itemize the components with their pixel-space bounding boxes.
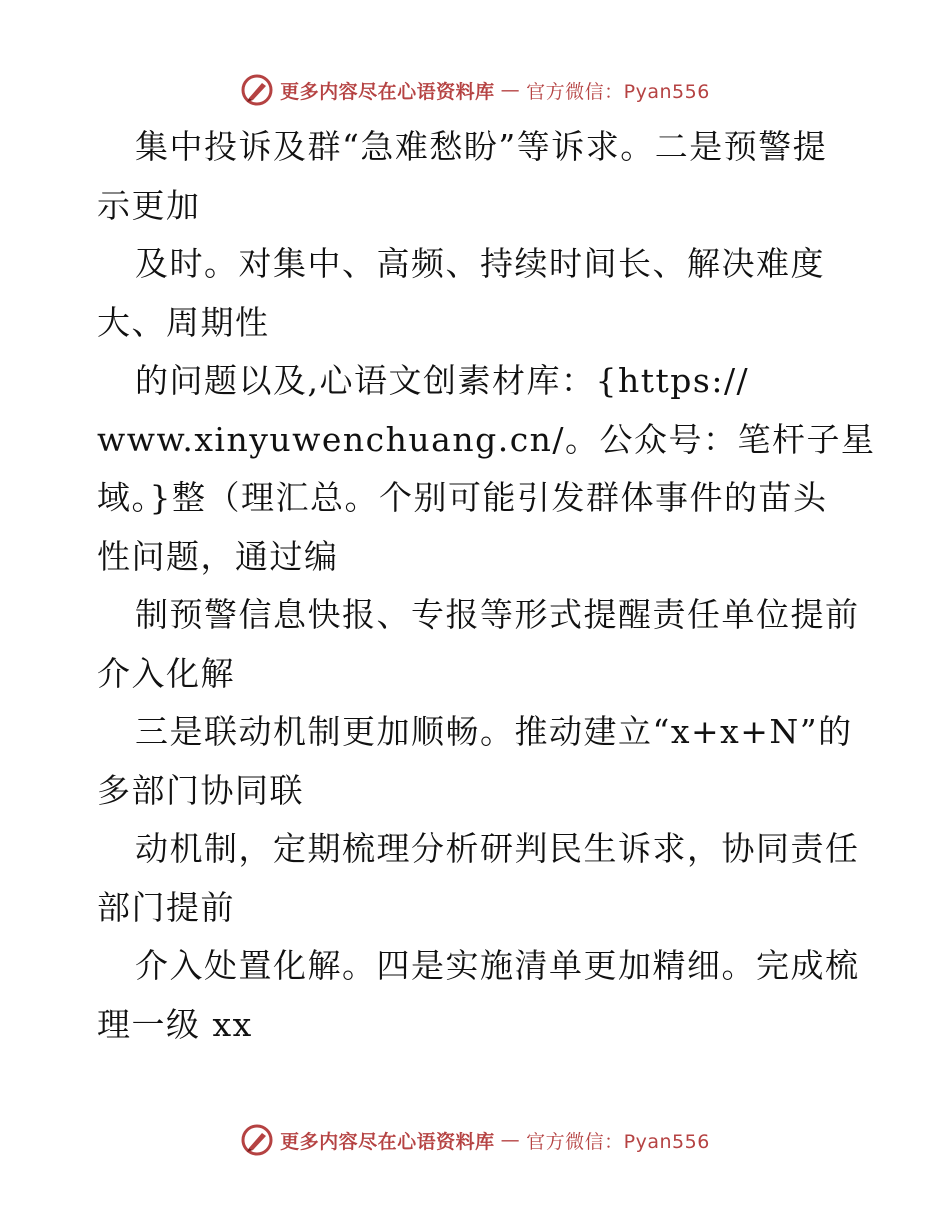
watermark-contact: 官方微信：Pyan556 bbox=[526, 80, 710, 103]
watermark-contact: 官方微信：Pyan556 bbox=[526, 1130, 710, 1153]
pen-logo-icon bbox=[240, 73, 274, 107]
body-line: 介入处置化解。四是实施清单更加精细。完成梳 bbox=[135, 946, 860, 985]
body-line: 域。}整（理汇总。个别可能引发群体事件的苗头 bbox=[97, 478, 828, 517]
body-line: www.xinyuwenchuang.cn/。公众号：笔杆子星 bbox=[97, 419, 876, 459]
pen-logo-icon bbox=[240, 1123, 274, 1157]
watermark-separator: — bbox=[500, 79, 521, 101]
header-watermark bbox=[0, 70, 950, 110]
body-line: 示更加 bbox=[97, 185, 201, 225]
watermark-brand-text: 更多内容尽在心语资料库 bbox=[280, 80, 495, 103]
watermark-brand-text: 更多内容尽在心语资料库 bbox=[280, 1130, 495, 1153]
body-line: 大、周期性 bbox=[97, 302, 270, 342]
body-line: 性问题，通过编 bbox=[97, 536, 339, 576]
body-line: 介入化解 bbox=[97, 653, 235, 693]
body-line: 集中投诉及群“急难愁盼”等诉求。二是预警提 bbox=[135, 127, 828, 166]
body-line: 部门提前 bbox=[97, 887, 235, 927]
watermark-separator: — bbox=[500, 1129, 521, 1151]
body-line: 及时。对集中、高频、持续时间长、解决难度 bbox=[135, 244, 825, 283]
body-line: 理一级 xx bbox=[97, 1004, 253, 1044]
body-line: 制预警信息快报、专报等形式提醒责任单位提前 bbox=[135, 595, 860, 634]
footer-watermark bbox=[0, 1120, 950, 1160]
body-line: 多部门协同联 bbox=[97, 770, 304, 810]
body-line: 动机制，定期梳理分析研判民生诉求，协同责任 bbox=[135, 829, 860, 868]
body-line: 三是联动机制更加顺畅。推动建立“x+x+N”的 bbox=[135, 712, 853, 751]
body-line: 的问题以及,心语文创素材库：{https:// bbox=[135, 361, 750, 400]
document-body bbox=[97, 118, 876, 1054]
